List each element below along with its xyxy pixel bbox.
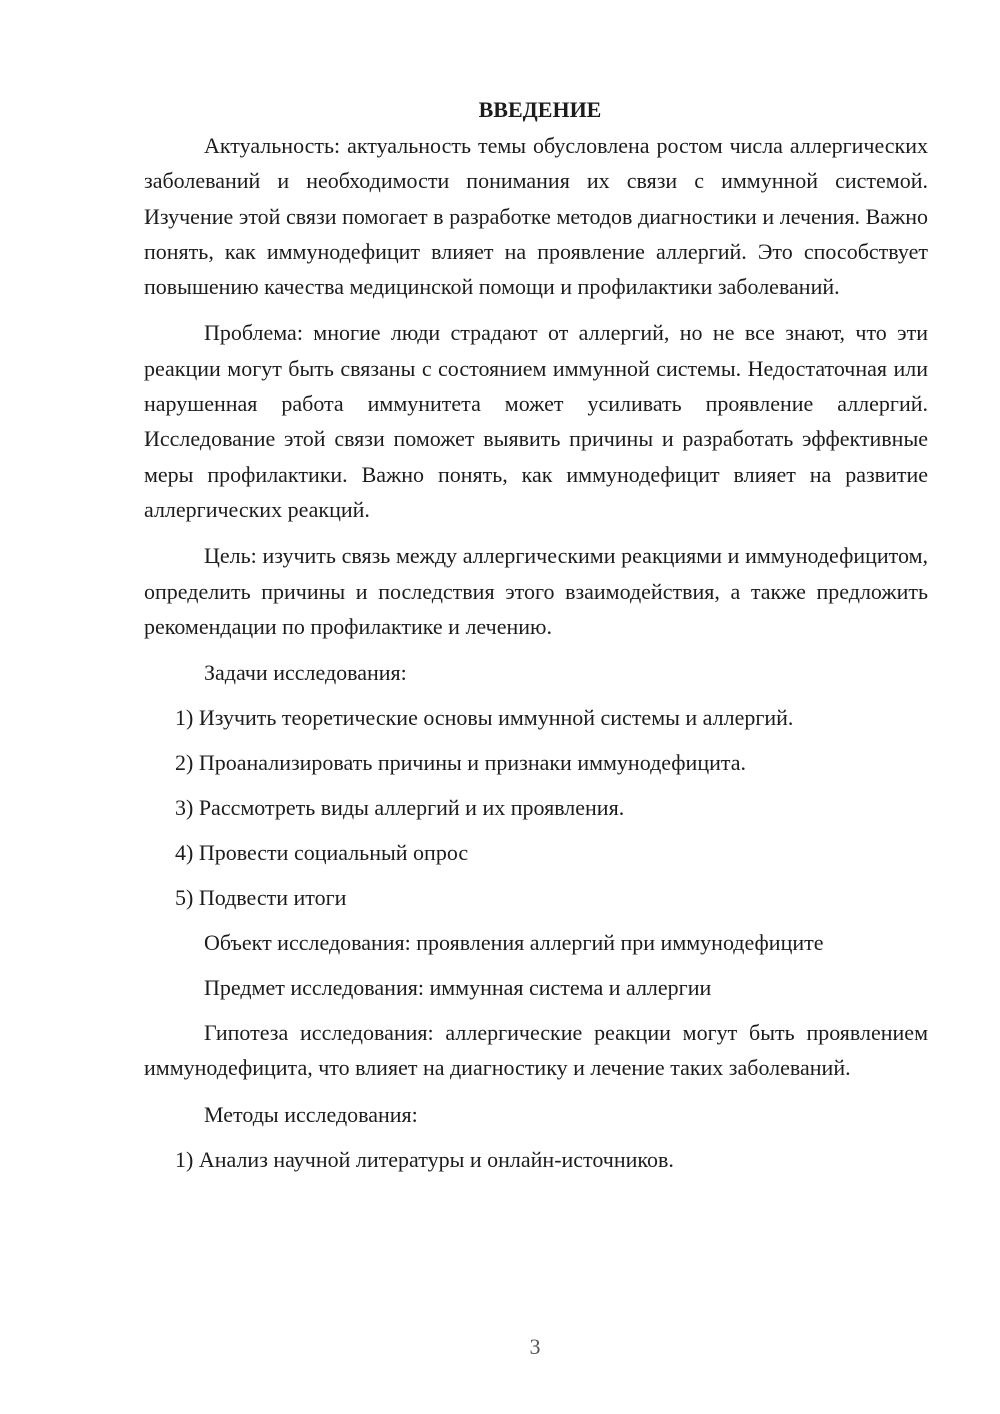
relevance-paragraph: Актуальность: актуальность темы обусловлена ростом числа аллергических заболеваний и необходимости понимания их связи с иммунной системой. Изучение этой связи помогает в разработке методов диагностики и лечения. Важно понять, как иммунодефицит влияет на проявление аллергий. Это способствует повышению качества медицинской помощи и профилактики заболеваний. [144,133,928,300]
subject-line: Предмет исследования: иммунная система и аллергии [204,975,712,1001]
page-content [144,92,928,1187]
goal-paragraph: Цель: изучить связь между аллергическими реакциями и иммунодефицитом, определить причины и последствия этого взаимодействия, а также предложить рекомендации по профилактике и лечению. [144,543,928,639]
methods-title: Методы исследования: [204,1101,418,1127]
problem-paragraph: Проблема: многие люди страдают от аллергий, но не все знают, что эти реакции могут быть связаны с состоянием иммунной системы. Недостаточная или нарушенная работа иммунитета может усиливать проявление аллергий. Исследование этой связи поможет выявить причины и разработать эффективные меры профилактики. Важно понять, как иммунодефицит влияет на развитие аллергических реакций. [144,320,928,522]
section-heading: ВВЕДЕНИЕ [478,97,602,122]
task-item: 3) Рассмотреть виды аллергий и их проявления. [175,795,625,821]
methods-list [144,1142,928,1177]
page-number: 3 [529,1334,541,1359]
tasks-title: Задачи исследования: [204,660,407,686]
task-item: 5) Подвести итоги [175,885,347,911]
task-item: 1) Изучить теоретические основы иммунной системы и аллергий. [175,705,794,731]
hypothesis-paragraph: Гипотеза исследования: аллергические реакции могут быть проявлением иммунодефицита, что влияет на диагностику и лечение таких заболеваний. [144,1020,928,1081]
method-item: 1) Анализ научной литературы и онлайн-источников. [175,1146,674,1172]
task-item: 4) Провести социальный опрос [175,840,469,866]
object-line: Объект исследования: проявления аллергий при иммунодефиците [204,930,824,956]
task-item: 2) Проанализировать причины и признаки иммунодефицита. [175,750,747,776]
tasks-list [144,700,928,915]
